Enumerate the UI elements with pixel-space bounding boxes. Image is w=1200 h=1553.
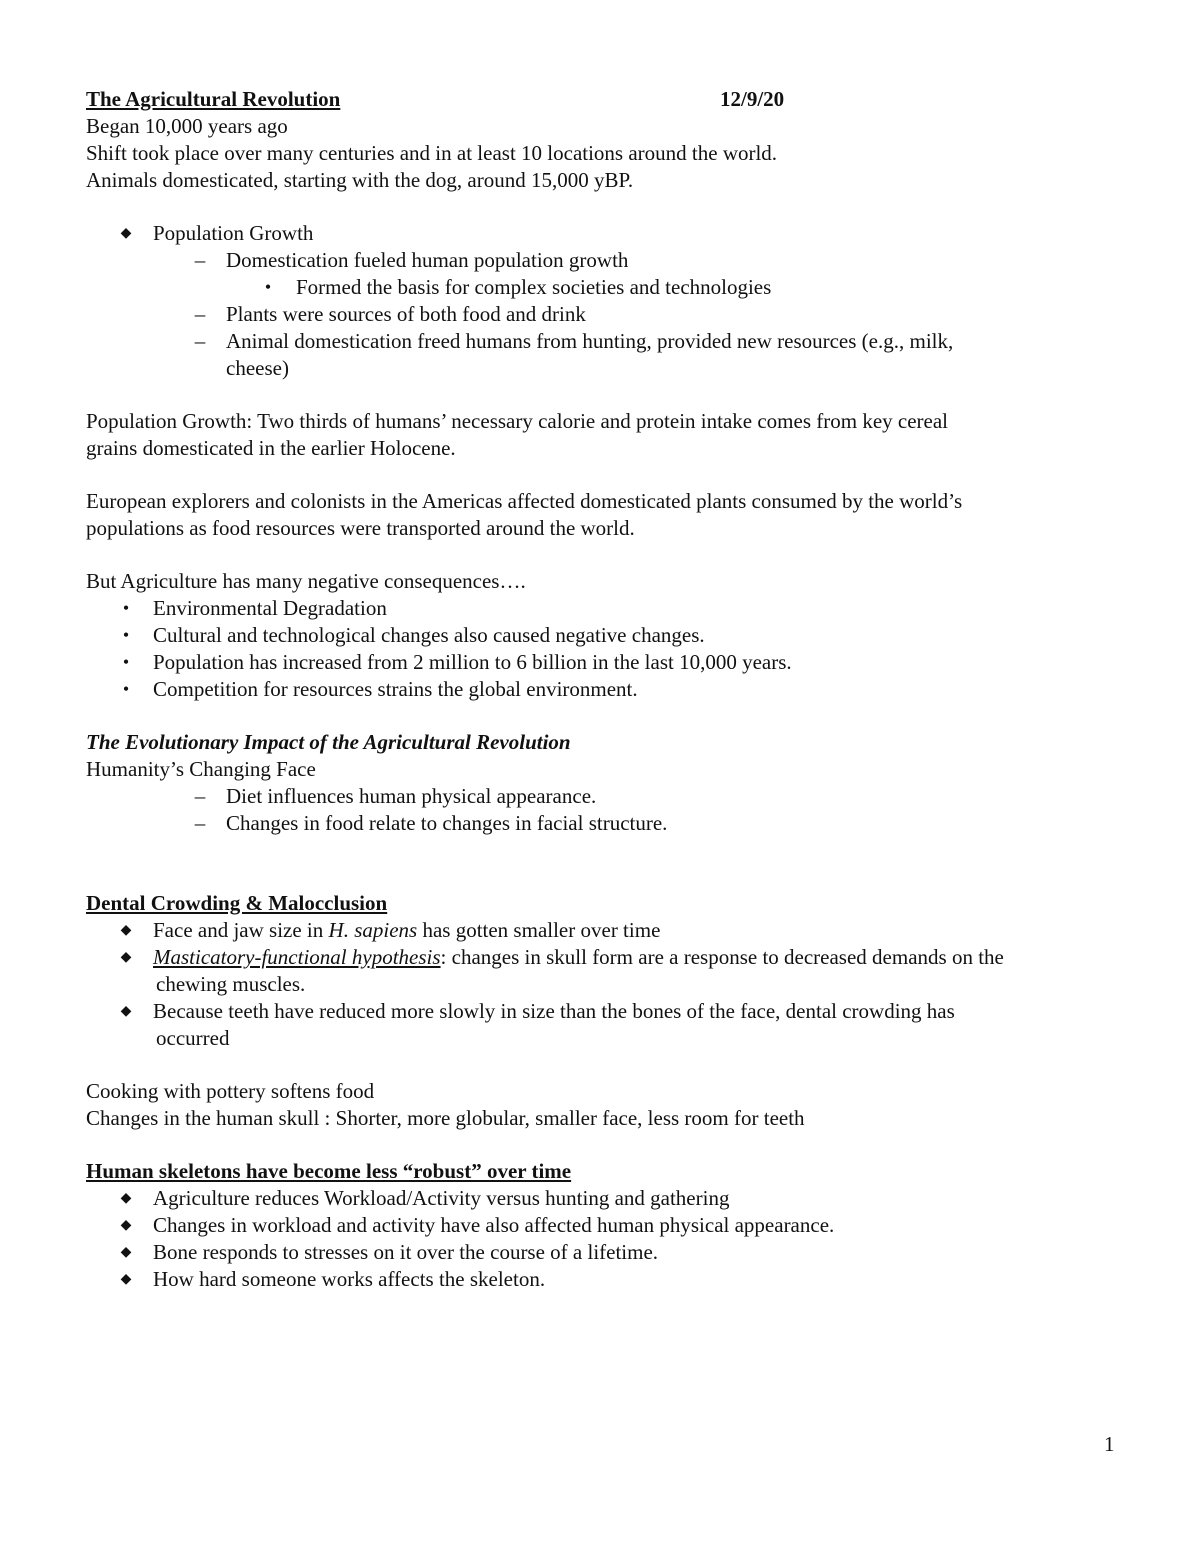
dot-bullet-icon: • xyxy=(122,652,130,672)
dash-bullet-icon: – xyxy=(194,248,206,272)
section-heading: Human skeletons have become less “robust” over time xyxy=(86,1159,572,1183)
list-item-text: Competition for resources strains the global environment. xyxy=(153,677,638,701)
list-item xyxy=(86,220,1126,247)
list-item xyxy=(86,917,1126,944)
hypothesis-term: Masticatory-functional hypothesis xyxy=(153,945,441,969)
list-item xyxy=(86,810,1126,837)
list-item-text: Diet influences human physical appearance. xyxy=(226,784,597,808)
list-item-continuation: chewing muscles. xyxy=(156,972,306,996)
list-item xyxy=(86,649,1126,676)
diamond-bullet-icon: ◆ xyxy=(120,1004,132,1019)
dot-bullet-icon: • xyxy=(122,598,130,618)
list-item-text: Changes in workload and activity have also affected human physical appearance. xyxy=(153,1213,835,1237)
list-item-text: Animal domestication freed humans from hunting, provided new resources (e.g., milk, xyxy=(226,329,954,353)
paragraph-line: Cooking with pottery softens food xyxy=(86,1079,375,1103)
diamond-bullet-icon: ◆ xyxy=(120,950,132,965)
list-item-text: Agriculture reduces Workload/Activity versus hunting and gathering xyxy=(153,1186,730,1210)
list-item-text: How hard someone works affects the skeleton. xyxy=(153,1267,546,1291)
list-item-text: Bone responds to stresses on it over the course of a lifetime. xyxy=(153,1240,659,1264)
section-heading: Dental Crowding & Malocclusion xyxy=(86,891,388,915)
paragraph-line: grains domesticated in the earlier Holocene. xyxy=(86,436,456,460)
paragraph-line: Changes in the human skull : Shorter, more globular, smaller face, less room for teeth xyxy=(86,1106,805,1130)
list-item-text: Plants were sources of both food and drink xyxy=(226,302,586,326)
document-title: The Agricultural Revolution xyxy=(86,87,341,111)
document-date: 12/9/20 xyxy=(720,87,785,111)
list-item-text: Environmental Degradation xyxy=(153,596,387,620)
list-item-continuation: occurred xyxy=(156,1026,230,1050)
diamond-bullet-icon: ◆ xyxy=(120,1218,132,1233)
list-item xyxy=(86,1239,1126,1266)
list-item xyxy=(86,301,1126,328)
dash-bullet-icon: – xyxy=(194,784,206,808)
list-item xyxy=(86,274,1126,301)
paragraph-line: populations as food resources were transported around the world. xyxy=(86,516,635,540)
list-item-continuation: cheese) xyxy=(226,356,289,380)
text-run: has gotten smaller over time xyxy=(417,918,661,942)
list-item xyxy=(86,783,1126,810)
list-item xyxy=(86,1185,1126,1212)
diamond-bullet-icon: ◆ xyxy=(120,1191,132,1206)
list-item xyxy=(86,998,1126,1025)
paragraph-line: Population Growth: Two thirds of humans’ necessary calorie and protein intake comes from key cereal xyxy=(86,409,948,433)
list-item xyxy=(86,247,1126,274)
paragraph-line: But Agriculture has many negative consequences…. xyxy=(86,569,526,593)
list-item xyxy=(86,595,1126,622)
dash-bullet-icon: – xyxy=(194,302,206,326)
list-item xyxy=(86,1212,1126,1239)
intro-line: Animals domesticated, starting with the dog, around 15,000 yBP. xyxy=(86,168,634,192)
list-item-text: Cultural and technological changes also caused negative changes. xyxy=(153,623,705,647)
dot-bullet-icon: • xyxy=(122,625,130,645)
diamond-bullet-icon: ◆ xyxy=(120,226,132,241)
list-item xyxy=(86,622,1126,649)
dash-bullet-icon: – xyxy=(194,811,206,835)
list-item-text xyxy=(153,917,660,944)
diamond-bullet-icon: ◆ xyxy=(120,1272,132,1287)
list-item xyxy=(86,676,1126,703)
intro-line: Shift took place over many centuries and in at least 10 locations around the world. xyxy=(86,141,778,165)
dot-bullet-icon: • xyxy=(264,277,272,297)
section-subheading: Humanity’s Changing Face xyxy=(86,757,316,781)
page-number: 1 xyxy=(1104,1432,1115,1456)
list-item-text: Domestication fueled human population growth xyxy=(226,248,629,272)
text-run: : changes in skull form are a response to decreased demands on the xyxy=(440,945,1004,969)
list-item-text: Formed the basis for complex societies and technologies xyxy=(296,275,772,299)
intro-line: Began 10,000 years ago xyxy=(86,114,288,138)
species-name: H. sapiens xyxy=(328,918,418,942)
section-heading: The Evolutionary Impact of the Agricultural Revolution xyxy=(86,730,571,754)
diamond-bullet-icon: ◆ xyxy=(120,923,132,938)
list-item-text: Population has increased from 2 million to 6 billion in the last 10,000 years. xyxy=(153,650,792,674)
text-run: Face and jaw size in xyxy=(153,918,329,942)
list-item xyxy=(86,328,1126,355)
diamond-bullet-icon: ◆ xyxy=(120,1245,132,1260)
title-line xyxy=(86,86,1126,113)
list-item-text xyxy=(153,944,1004,971)
list-item-text: Changes in food relate to changes in facial structure. xyxy=(226,811,668,835)
dash-bullet-icon: – xyxy=(194,329,206,353)
dot-bullet-icon: • xyxy=(122,679,130,699)
list-item-text: Population Growth xyxy=(153,221,314,245)
list-item xyxy=(86,944,1126,971)
list-item-text: Because teeth have reduced more slowly in size than the bones of the face, dental crowding has xyxy=(153,999,955,1023)
list-item xyxy=(86,1266,1126,1293)
document-page xyxy=(86,86,1126,1293)
paragraph-line: European explorers and colonists in the Americas affected domesticated plants consumed by the world’s xyxy=(86,489,963,513)
